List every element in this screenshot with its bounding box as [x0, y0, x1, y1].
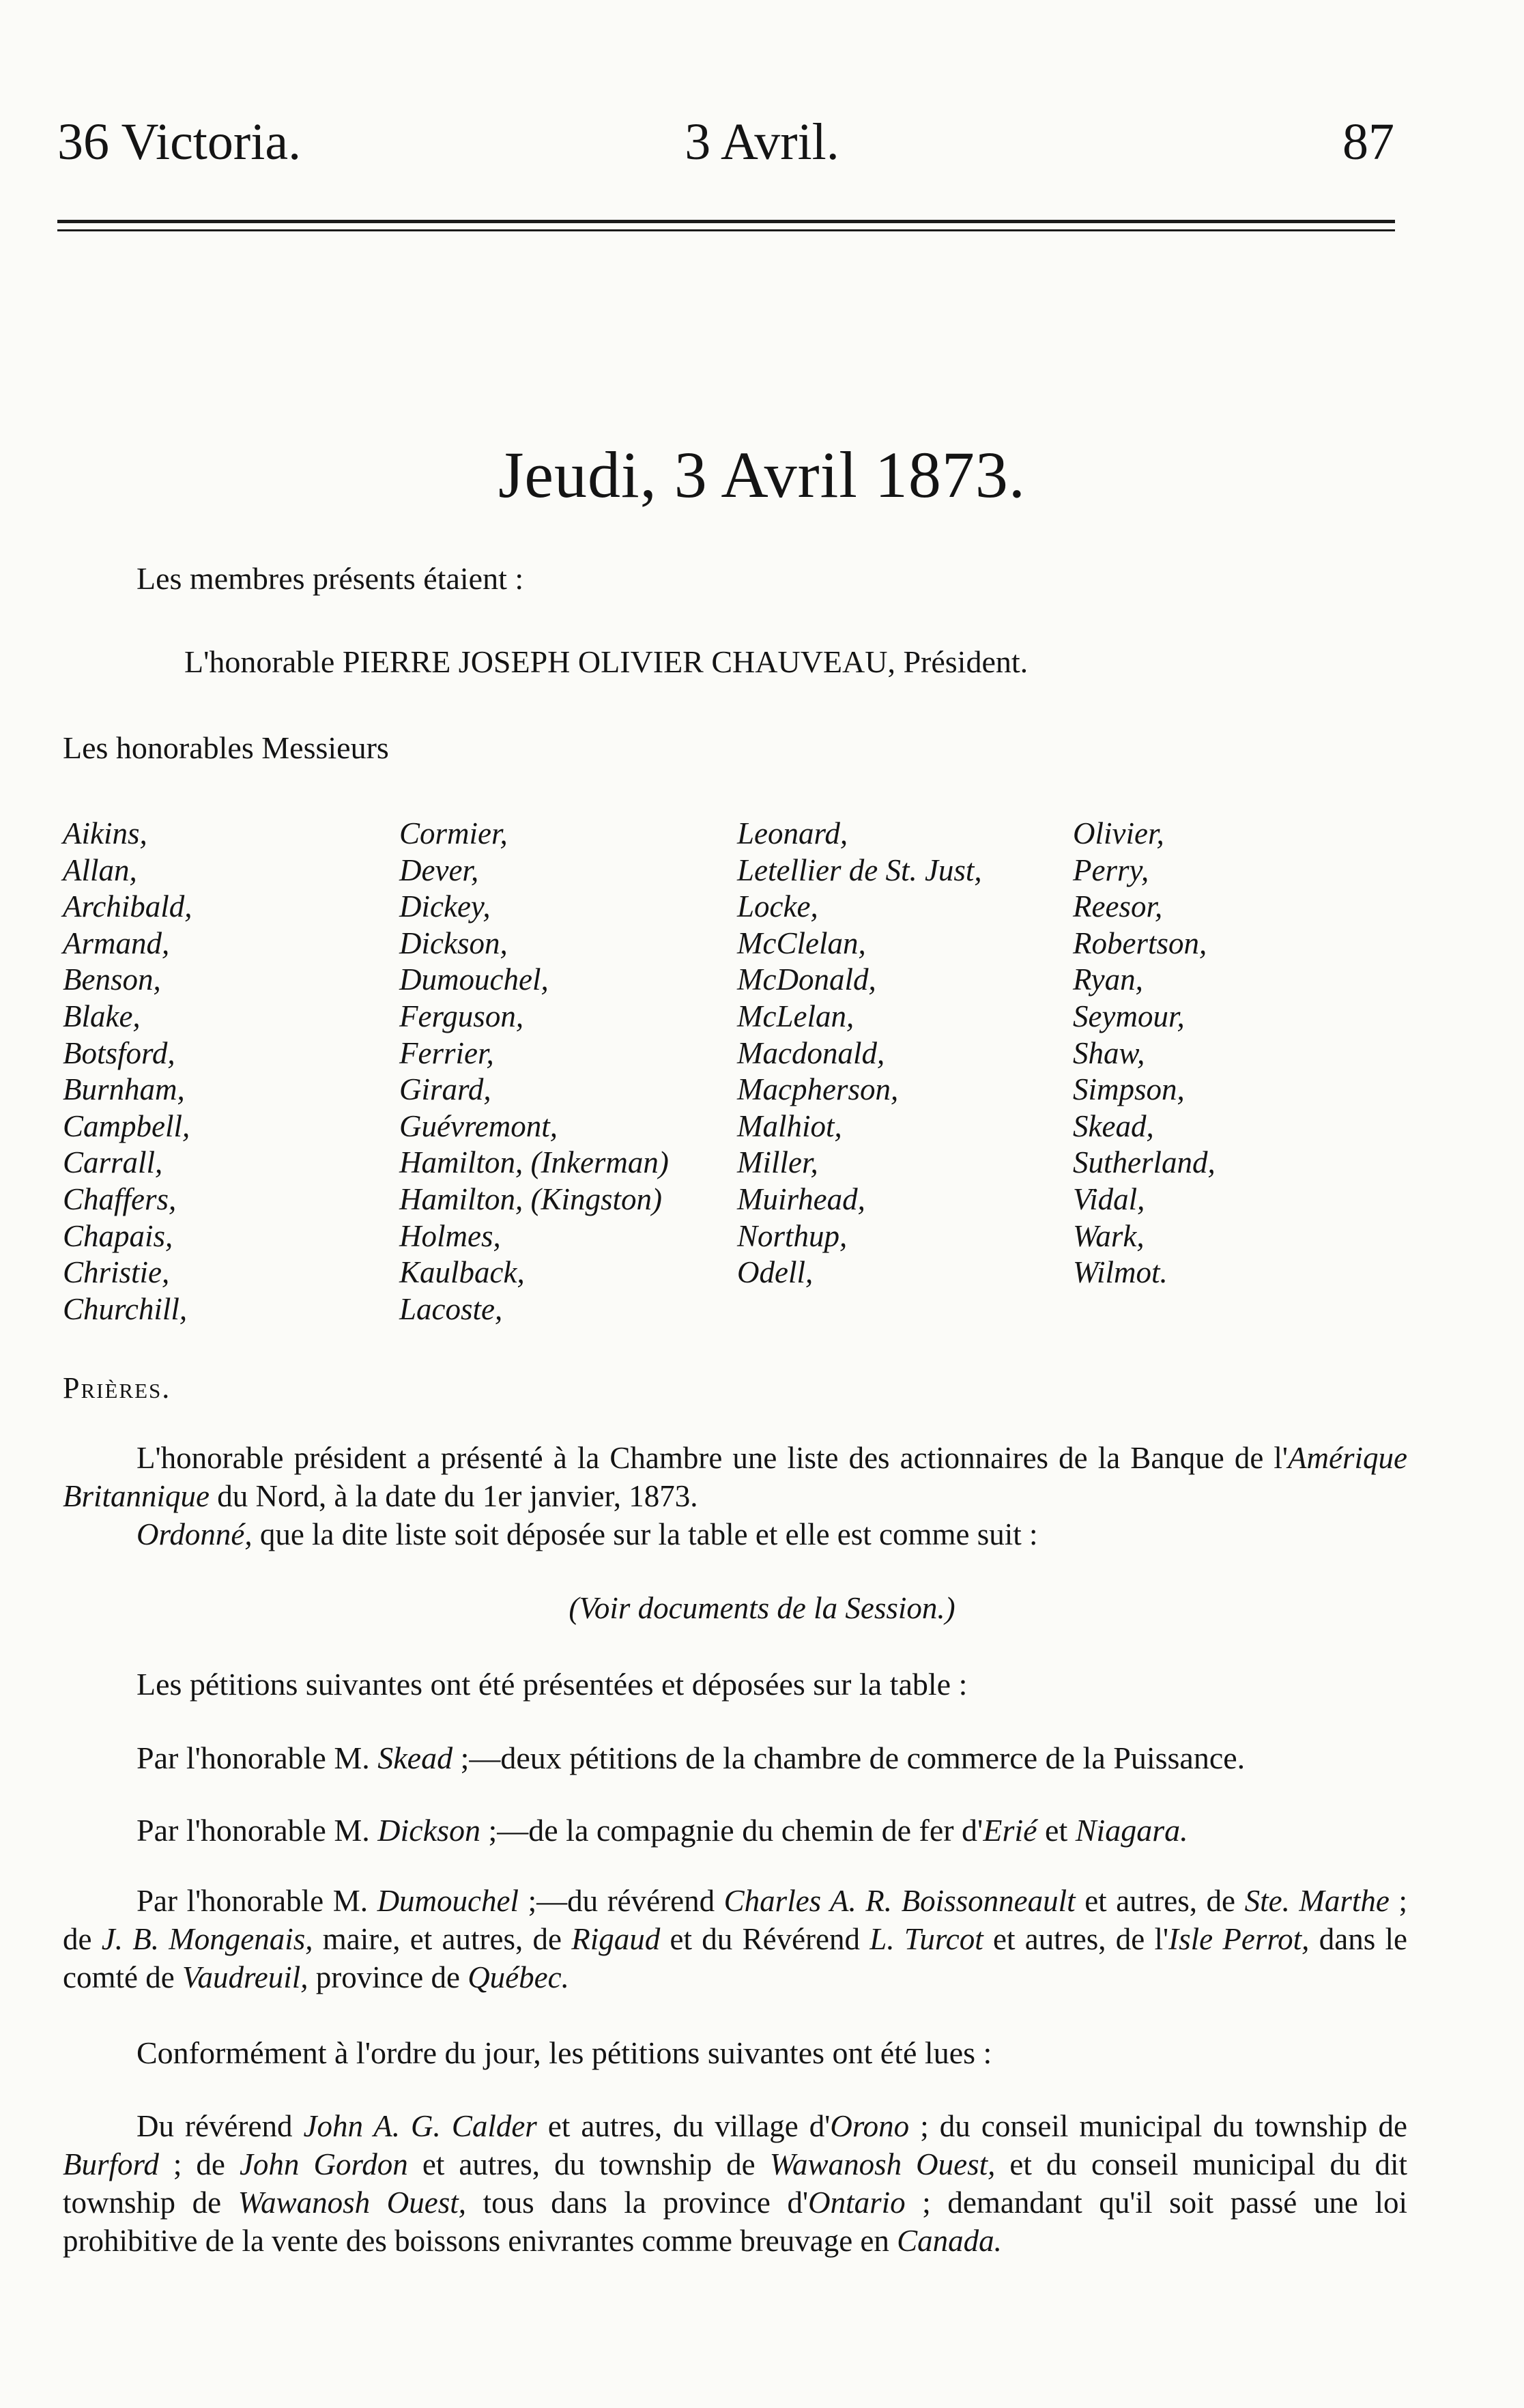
- place-ref: Rigaud: [571, 1922, 661, 1956]
- place-ref: Burford: [63, 2147, 159, 2181]
- member-name: Wark,: [1073, 1218, 1145, 1253]
- text-run: tous dans la province d': [465, 2185, 809, 2220]
- member-name: Letellier de St. Just,: [737, 852, 982, 887]
- members-column-3: [737, 816, 982, 1291]
- member-name: Kaulback,: [399, 1255, 525, 1290]
- prayers-heading: Prières.: [63, 1371, 171, 1405]
- member-name: Blake,: [63, 999, 141, 1033]
- text-run: ;—du révérend: [519, 1884, 724, 1918]
- members-column-2: [399, 816, 669, 1328]
- member-name: Reesor,: [1073, 889, 1163, 924]
- member-name: Robertson,: [1073, 926, 1207, 960]
- ordered-label: Ordonné,: [136, 1517, 253, 1551]
- member-name: McDonald,: [737, 962, 876, 997]
- member-name: Olivier,: [1073, 816, 1164, 850]
- text-run: et autres, du village d': [536, 2109, 831, 2143]
- member-name: Aikins,: [63, 816, 147, 850]
- member-name: Botsford,: [63, 1035, 175, 1070]
- text-run: Par l'honorable M.: [136, 1884, 377, 1918]
- place-ref: Erié: [983, 1813, 1037, 1848]
- member-name: Vidal,: [1073, 1181, 1145, 1216]
- member-name: Churchill,: [63, 1291, 188, 1326]
- member-ref: Dumouchel: [377, 1884, 519, 1918]
- member-name: Archibald,: [63, 889, 192, 924]
- member-name: Dickson,: [399, 926, 508, 960]
- petitions-read-intro: Conformément à l'ordre du jour, les pétitions suivantes ont été lues :: [136, 2035, 992, 2070]
- member-name: Cormier,: [399, 816, 508, 850]
- text-run: ;—de la compagnie du chemin de fer d': [480, 1813, 983, 1848]
- place-ref: Wawanosh Ouest,: [238, 2185, 466, 2220]
- member-name: Miller,: [737, 1145, 818, 1180]
- text-run: et du Révérend: [660, 1922, 870, 1956]
- member-name: Hamilton, (Kingston): [399, 1181, 663, 1216]
- member-name: Muirhead,: [737, 1181, 865, 1216]
- member-name: Allan,: [63, 852, 137, 887]
- members-column-4: [1073, 816, 1216, 1291]
- president-prefix: L'honorable: [184, 644, 335, 679]
- member-name: Northup,: [737, 1218, 848, 1253]
- person-ref: Charles A. R. Boissonneault: [723, 1884, 1076, 1918]
- running-header-date: 3 Avril.: [685, 113, 839, 171]
- petitions-presented-intro: Les pétitions suivantes ont été présentées et déposées sur la table :: [136, 1667, 968, 1702]
- member-name: Malhiot,: [737, 1108, 842, 1143]
- text-run: du Nord, à la date du 1er janvier, 1873.: [209, 1479, 698, 1513]
- person-ref: L. Turcot: [869, 1922, 983, 1956]
- member-name: Dever,: [399, 852, 479, 887]
- member-name: McLelan,: [737, 999, 854, 1033]
- member-name: Seymour,: [1073, 999, 1185, 1033]
- page-number: 87: [1342, 113, 1394, 171]
- member-name: Sutherland,: [1073, 1145, 1216, 1180]
- member-name: Girard,: [399, 1072, 491, 1107]
- text-run: maire, et autres, de: [313, 1922, 572, 1956]
- place-ref: Niagara.: [1075, 1813, 1188, 1848]
- president-role: Président.: [903, 644, 1029, 679]
- text-run: et autres, du township de: [407, 2147, 770, 2181]
- place-ref: Québec.: [468, 1960, 569, 1994]
- member-name: Chapais,: [63, 1218, 173, 1253]
- text-run: Par l'honorable M.: [136, 1740, 378, 1775]
- header-rule-thick: [57, 220, 1395, 223]
- text-run: Du révérend: [136, 2109, 304, 2143]
- text-run: et: [1037, 1813, 1076, 1848]
- dickson-petition: [136, 1811, 1188, 1849]
- member-name: Holmes,: [399, 1218, 501, 1253]
- member-name: Leonard,: [737, 816, 848, 850]
- member-name: Macdonald,: [737, 1035, 885, 1070]
- page-title: Jeudi, 3 Avril 1873.: [498, 438, 1026, 511]
- member-name: Burnham,: [63, 1072, 185, 1107]
- member-name: Skead,: [1073, 1108, 1154, 1143]
- member-name: McClelan,: [737, 926, 866, 960]
- place-ref: Ste. Marthe: [1244, 1884, 1390, 1918]
- running-header-left: 36 Victoria.: [57, 113, 302, 171]
- person-ref: John Gordon: [239, 2147, 408, 2181]
- text-run: province de: [308, 1960, 468, 1994]
- text-run-italic: Amérique Britannique: [63, 1441, 1407, 1513]
- header-rule-thin: [57, 229, 1395, 231]
- member-name: Campbell,: [63, 1108, 190, 1143]
- bank-list-paragraph: [63, 1439, 1407, 1553]
- text-run: et autres, de: [1075, 1884, 1245, 1918]
- calder-petition: [63, 2107, 1407, 2260]
- see-documents-note: (Voir documents de la Session.): [569, 1591, 955, 1625]
- member-ref: Skead: [377, 1740, 453, 1775]
- president-line: [184, 643, 1028, 680]
- member-name: Shaw,: [1073, 1035, 1145, 1070]
- members-intro: Les membres présents étaient :: [136, 561, 524, 596]
- person-ref: J. B. Mongenais,: [101, 1922, 313, 1956]
- text-run: L'honorable président a présenté à la Chambre une liste des actionnaires de la Banque de l': [136, 1441, 1289, 1475]
- president-name: PIERRE JOSEPH OLIVIER CHAUVEAU,: [342, 644, 895, 679]
- member-name: Perry,: [1073, 852, 1149, 887]
- place-ref: Isle Perrot,: [1168, 1922, 1310, 1956]
- text-run: ; de: [63, 1884, 1407, 1956]
- skead-petition: [136, 1739, 1245, 1777]
- member-name: Ferguson,: [399, 999, 524, 1033]
- member-name: Odell,: [737, 1255, 814, 1290]
- member-name: Benson,: [63, 962, 161, 997]
- text-run: que la dite liste soit déposée sur la table et elle est comme suit :: [252, 1517, 1038, 1551]
- member-name: Chaffers,: [63, 1181, 177, 1216]
- person-ref: John A. G. Calder: [303, 2109, 537, 2143]
- member-name: Locke,: [737, 889, 818, 924]
- member-ref: Dickson: [377, 1813, 480, 1848]
- place-ref: Ontario: [808, 2185, 906, 2220]
- text-run: ; de: [158, 2147, 240, 2181]
- dumouchel-petition: [63, 1882, 1407, 1996]
- text-run: ;—deux pétitions de la chambre de commerce de la Puissance.: [452, 1740, 1246, 1775]
- member-name: Hamilton, (Inkerman): [399, 1145, 669, 1180]
- member-name: Macpherson,: [737, 1072, 899, 1107]
- member-name: Lacoste,: [399, 1291, 503, 1326]
- member-name: Carrall,: [63, 1145, 163, 1180]
- text-run: et du conseil municipal du dit township de: [63, 2147, 1407, 2220]
- text-run: Par l'honorable M.: [136, 1813, 378, 1848]
- member-name: Wilmot.: [1073, 1255, 1168, 1290]
- member-name: Ryan,: [1073, 962, 1143, 997]
- members-column-1: [63, 816, 192, 1328]
- member-name: Armand,: [63, 926, 170, 960]
- place-ref: Canada.: [897, 2224, 1002, 2258]
- member-name: Dickey,: [399, 889, 491, 924]
- honorables-heading: Les honorables Messieurs: [63, 730, 389, 765]
- member-name: Christie,: [63, 1255, 170, 1290]
- place-ref: Wawanosh Ouest,: [769, 2147, 996, 2181]
- member-name: Simpson,: [1073, 1072, 1185, 1107]
- text-run: dans le comté de: [63, 1922, 1407, 1994]
- text-run: ; du conseil municipal du township de: [909, 2109, 1407, 2143]
- text-run: ; demandant qu'il soit passé une loi prohibitive de la vente des boissons enivrantes comme breuvage en: [63, 2185, 1407, 2258]
- place-ref: Vaudreuil,: [182, 1960, 308, 1994]
- place-ref: Orono: [830, 2109, 910, 2143]
- member-name: Dumouchel,: [399, 962, 549, 997]
- member-name: Ferrier,: [399, 1035, 494, 1070]
- text-run: et autres, de l': [983, 1922, 1169, 1956]
- member-name: Guévremont,: [399, 1108, 558, 1143]
